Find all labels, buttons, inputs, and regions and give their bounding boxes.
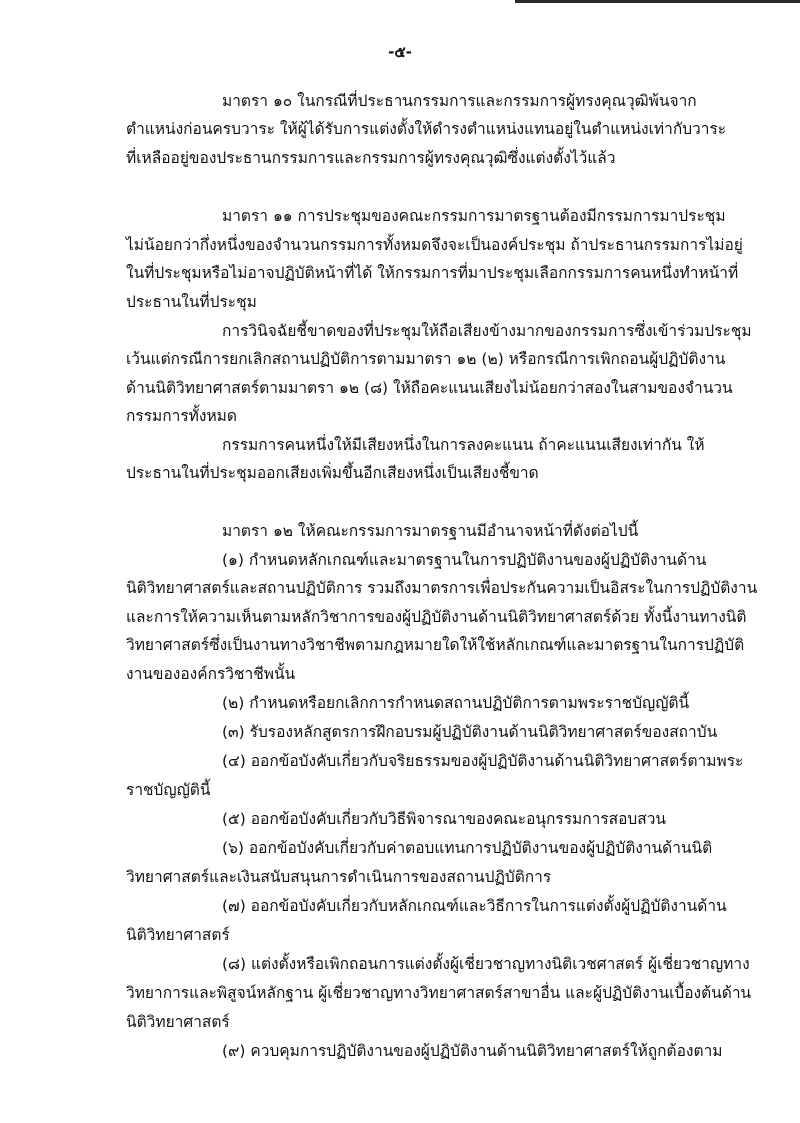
section-12-item-7-line-2: นิติวิทยาศาสตร์ [126, 926, 230, 944]
section-11-para2-line-3: ด้านนิติวิทยาศาสตร์ตามมาตรา ๑๒ (๘) ให้ถือคะแนนเสียงไม่น้อยกว่าสองในสามของจำนวน [126, 379, 733, 397]
section-12-item-9-line-1: (๙) ควบคุมการปฏิบัติงานของผู้ปฏิบัติงานด้านนิติวิทยาศาสตร์ให้ถูกต้องตาม [222, 1042, 723, 1060]
section-11-line-2: ไม่น้อยกว่ากึ่งหนึ่งของจำนวนกรรมการทั้งหมดจึงจะเป็นองค์ประชุม ถ้าประธานกรรมการไม่อยู่ [126, 236, 743, 254]
section-12-item-6-line-1: (๖) ออกข้อบังคับเกี่ยวกับค่าตอบแทนการปฏิบัติงานของผู้ปฏิบัติงานด้านนิติ [222, 839, 713, 857]
section-12-item-3: (๓) รับรองหลักสูตรการฝึกอบรมผู้ปฏิบัติงานด้านนิติวิทยาศาสตร์ของสถาบัน [222, 723, 718, 741]
section-12-item-8-line-3: นิติวิทยาศาสตร์ [126, 1013, 230, 1031]
section-12-item-1-line-4: วิทยาศาสตร์ซึ่งเป็นงานทางวิชาชีพตามกฎหมายใดให้ใช้หลักเกณฑ์และมาตรฐานในการปฏิบัติ [126, 636, 745, 654]
section-12-item-1-line-3: และการให้ความเห็นตามหลักวิชาการของผู้ปฏิบัติงานด้านนิติวิทยาศาสตร์ด้วย ทั้งนี้งานทางนิติ [126, 608, 747, 626]
section-10-line-1: มาตรา ๑๐ ในกรณีที่ประธานกรรมการและกรรมการผู้ทรงคุณวุฒิพ้นจาก [222, 92, 697, 110]
section-11-line-4: ประธานในที่ประชุม [126, 293, 257, 311]
section-11-para3-line-2: ประธานในที่ประชุมออกเสียงเพิ่มขึ้นอีกเสียงหนึ่งเป็นเสียงชี้ขาด [126, 464, 539, 482]
section-11-para3-line-1: กรรมการคนหนึ่งให้มีเสียงหนึ่งในการลงคะแนน ถ้าคะแนนเสียงเท่ากัน ให้ [222, 436, 705, 454]
scan-edge-mark [515, 0, 800, 3]
section-11-line-3: ในที่ประชุมหรือไม่อาจปฏิบัติหน้าที่ได้ ให้กรรมการที่มาประชุมเลือกกรรมการคนหนึ่งทำหน้าที่ [126, 264, 739, 282]
section-12-heading: มาตรา ๑๒ ให้คณะกรรมการมาตรฐานมีอำนาจหน้าที่ดังต่อไปนี้ [222, 522, 639, 540]
section-12-item-8-line-2: วิทยาการและพิสูจน์หลักฐาน ผู้เชี่ยวชาญทางวิทยาศาสตร์สาขาอื่น และผู้ปฏิบัติงานเบื้องต้นด้าน [126, 984, 752, 1002]
section-12-item-8-line-1: (๘) แต่งตั้งหรือเพิกถอนการแต่งตั้งผู้เชี่ยวชาญทางนิติเวชศาสตร์ ผู้เชี่ยวชาญทาง [222, 955, 750, 973]
section-12-item-1-line-5: งานขององค์กรวิชาชีพนั้น [126, 665, 296, 683]
section-12-item-4-line-2: ราชบัญญัตินี้ [126, 781, 211, 799]
section-10-line-2: ตำแหน่งก่อนครบวาระ ให้ผู้ได้รับการแต่งตั้งให้ดำรงตำแหน่งแทนอยู่ในตำแหน่งเท่ากับวาระ [126, 120, 727, 138]
section-11-para2-line-1: การวินิจฉัยชี้ขาดของที่ประชุมให้ถือเสียงข้างมากของกรรมการซึ่งเข้าร่วมประชุม [222, 322, 752, 340]
section-10-line-3: ที่เหลืออยู่ของประธานกรรมการและกรรมการผู้ทรงคุณวุฒิซึ่งแต่งตั้งไว้แล้ว [126, 149, 616, 167]
section-12-item-1-line-2: นิติวิทยาศาสตร์และสถานปฏิบัติการ รวมถึงมาตรการเพื่อประกันความเป็นอิสระในการปฏิบัติงาน [126, 579, 758, 597]
section-12-item-5: (๕) ออกข้อบังคับเกี่ยวกับวิธีพิจารณาของคณะอนุกรรมการสอบสวน [222, 810, 667, 828]
section-11-para2-line-4: กรรมการทั้งหมด [126, 407, 237, 425]
section-12-item-2: (๒) กำหนดหรือยกเลิกการกำหนดสถานปฏิบัติการตามพระราชบัญญัตินี้ [222, 694, 690, 712]
section-12-item-4-line-1: (๔) ออกข้อบังคับเกี่ยวกับจริยธรรมของผู้ปฏิบัติงานด้านนิติวิทยาศาสตร์ตามพระ [222, 752, 744, 770]
section-11-line-1: มาตรา ๑๑ การประชุมของคณะกรรมการมาตรฐานต้องมีกรรมการมาประชุม [222, 207, 726, 225]
section-12-item-1-line-1: (๑) กำหนดหลักเกณฑ์และมาตรฐานในการปฏิบัติงานของผู้ปฏิบัติงานด้าน [222, 551, 707, 569]
section-12-item-6-line-2: วิทยาศาสตร์และเงินสนับสนุนการดำเนินการของสถานปฏิบัติการ [126, 868, 552, 886]
section-11-para2-line-2: เว้นแต่กรณีการยกเลิกสถานปฏิบัติการตามมาตรา ๑๒ (๒) หรือกรณีการเพิกถอนผู้ปฏิบัติงาน [126, 350, 726, 368]
section-12-item-7-line-1: (๗) ออกข้อบังคับเกี่ยวกับหลักเกณฑ์และวิธีการในการแต่งตั้งผู้ปฏิบัติงานด้าน [222, 897, 727, 915]
page-number: -๕- [388, 43, 412, 61]
